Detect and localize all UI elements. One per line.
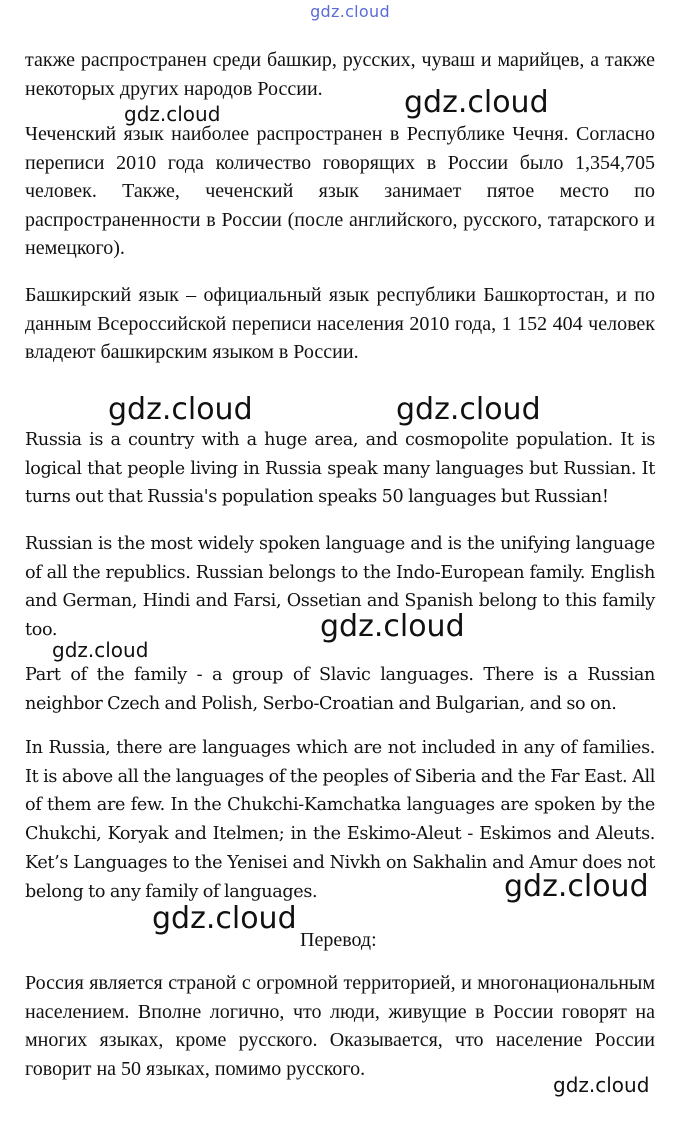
paragraph-ru-1: также распространен среди башкир, русских, чуваш и марийцев, а также некоторых других народов России. <box>25 49 655 100</box>
watermark: gdz.cloud <box>396 392 541 427</box>
paragraph-en-3: Part of the family - a group of Slavic languages. There is a Russian neighbor Czech and Polish, Serbo-Croatian and Bulgarian, and so on. <box>25 665 655 714</box>
watermark: gdz.cloud <box>152 901 297 936</box>
site-brand-header: gdz.cloud <box>310 2 390 21</box>
paragraph-ru-chechen: Чеченский язык наиболее распространен в Республике Чечня. Согласно переписи 2010 года количество говорящих в России было 1,354,705 человек. Также, чеченский язык занимает пятое место по распространенности в России (после английского, русского, татарского и немецкого). <box>25 123 655 260</box>
paragraph-ru-translation: Россия является страной с огромной территорией, и многонациональным населением. Вполне логично, что люди, живущие в России говорят на многих языках, кроме русского. Оказывается, что население России говорит на 50 языках, помимо русского. <box>25 972 655 1080</box>
watermark: gdz.cloud <box>124 102 221 126</box>
paragraph-ru-bashkir: Башкирский язык – официальный язык республики Башкортостан, и по данным Всероссийской переписи населения 2010 года, 1 152 404 человек владеют башкирским языком в России. <box>25 284 655 364</box>
watermark: gdz.cloud <box>504 869 649 904</box>
paragraph-en-4: In Russia, there are languages which are not included in any of families. It is above all the languages of the peoples of Siberia and the Far East. All of them are few. In the Chukchi-Kamchatka languages are spoken by the Chukchi, Koryak and Itelmen; in the Eskimo-Aleut - Eskimos and Aleuts. Ket’s Languages to the Yenisei and Nivkh on Sakhalin and Amur does not belong to any family of languages. <box>25 738 655 902</box>
watermark: gdz.cloud <box>553 1073 650 1097</box>
watermark: gdz.cloud <box>52 638 149 662</box>
watermark: gdz.cloud <box>404 85 549 120</box>
watermark: gdz.cloud <box>108 392 253 427</box>
watermark: gdz.cloud <box>320 609 465 644</box>
paragraph-en-1: Russia is a country with a huge area, and cosmopolite population. It is logical that people living in Russia speak many languages but Russian. It turns out that Russia's population speaks 50 languages but Russian! <box>25 430 655 508</box>
translation-label: Перевод: <box>300 929 377 951</box>
paragraph-en-2: Russian is the most widely spoken language and is the unifying language of all the republics. Russian belongs to the Indo-European family. English and German, Hindi and Farsi, Ossetian and Spanish belong to this family too. <box>25 534 655 641</box>
